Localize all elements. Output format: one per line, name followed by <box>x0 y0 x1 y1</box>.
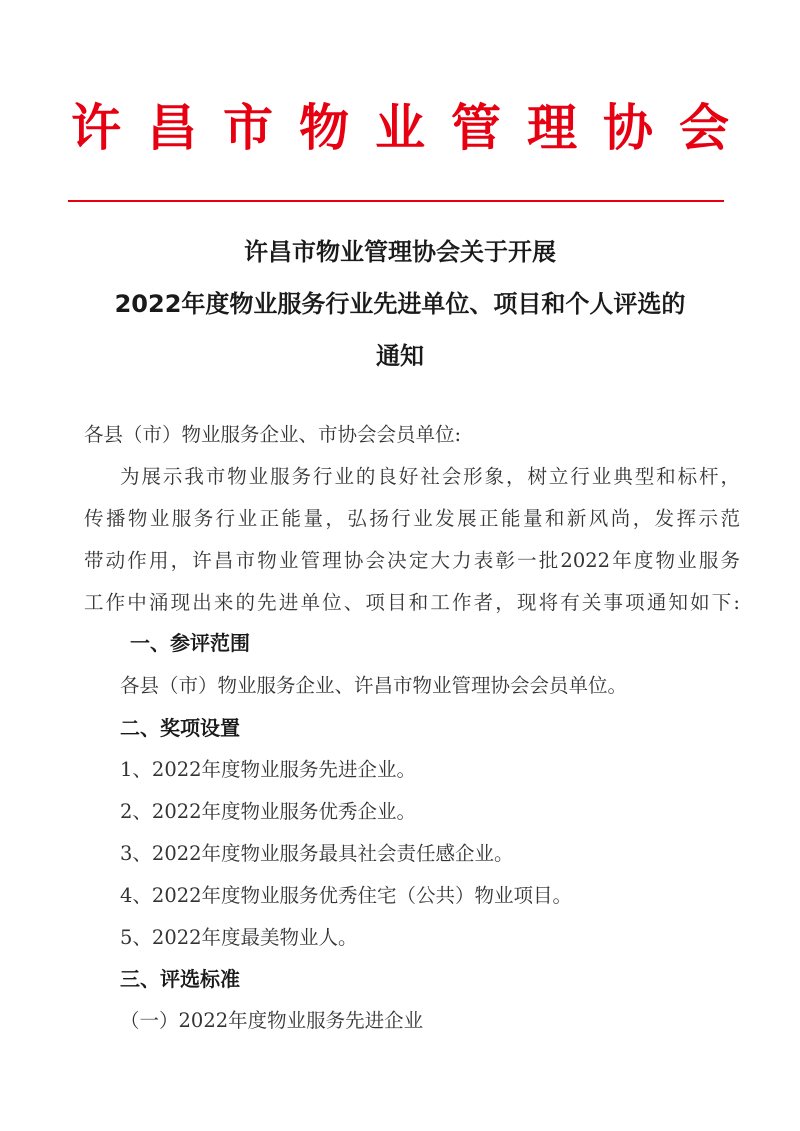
section-1-text: 各县（市）物业服务企业、许昌市物业管理协会会员单位。 <box>120 674 628 697</box>
section-3-heading: 三、评选标准 <box>120 967 240 991</box>
intro-line-2: 传播物业服务行业正能量，弘扬行业发展正能量和新风尚，发挥示范 <box>84 507 740 530</box>
award-item-1: 1、2022年度物业服务先进企业。 <box>120 758 417 781</box>
notice-title-line-1: 许昌市物业管理协会关于开展 <box>244 238 556 266</box>
letterhead-title: 许昌市物业管理协会 <box>71 99 755 157</box>
award-item-2: 2、2022年度物业服务优秀企业。 <box>120 800 417 823</box>
notice-title-line-3: 通知 <box>376 342 424 370</box>
award-item-4: 4、2022年度物业服务优秀住宅（公共）物业项目。 <box>120 884 573 907</box>
award-item-5: 5、2022年度最美物业人。 <box>120 926 358 949</box>
section-2-heading: 二、奖项设置 <box>120 716 240 740</box>
intro-line-4: 工作中涌现出来的先进单位、项目和工作者，现将有关事项通知如下: <box>84 591 740 614</box>
section-3-subheading: （一）2022年度物业服务先进企业 <box>120 1009 424 1032</box>
letterhead-divider <box>68 200 724 202</box>
intro-line-3: 带动作用，许昌市物业管理协会决定大力表彰一批2022年度物业服务 <box>84 549 740 572</box>
intro-line-1: 为展示我市物业服务行业的良好社会形象，树立行业典型和标杆， <box>120 465 740 488</box>
section-1-heading: 一、参评范围 <box>130 631 250 655</box>
notice-title-line-2: 2022年度物业服务行业先进单位、项目和个人评选的 <box>114 290 686 318</box>
award-item-3: 3、2022年度物业服务最具社会责任感企业。 <box>120 842 514 865</box>
salutation: 各县（市）物业服务企业、市协会会员单位: <box>84 423 462 446</box>
